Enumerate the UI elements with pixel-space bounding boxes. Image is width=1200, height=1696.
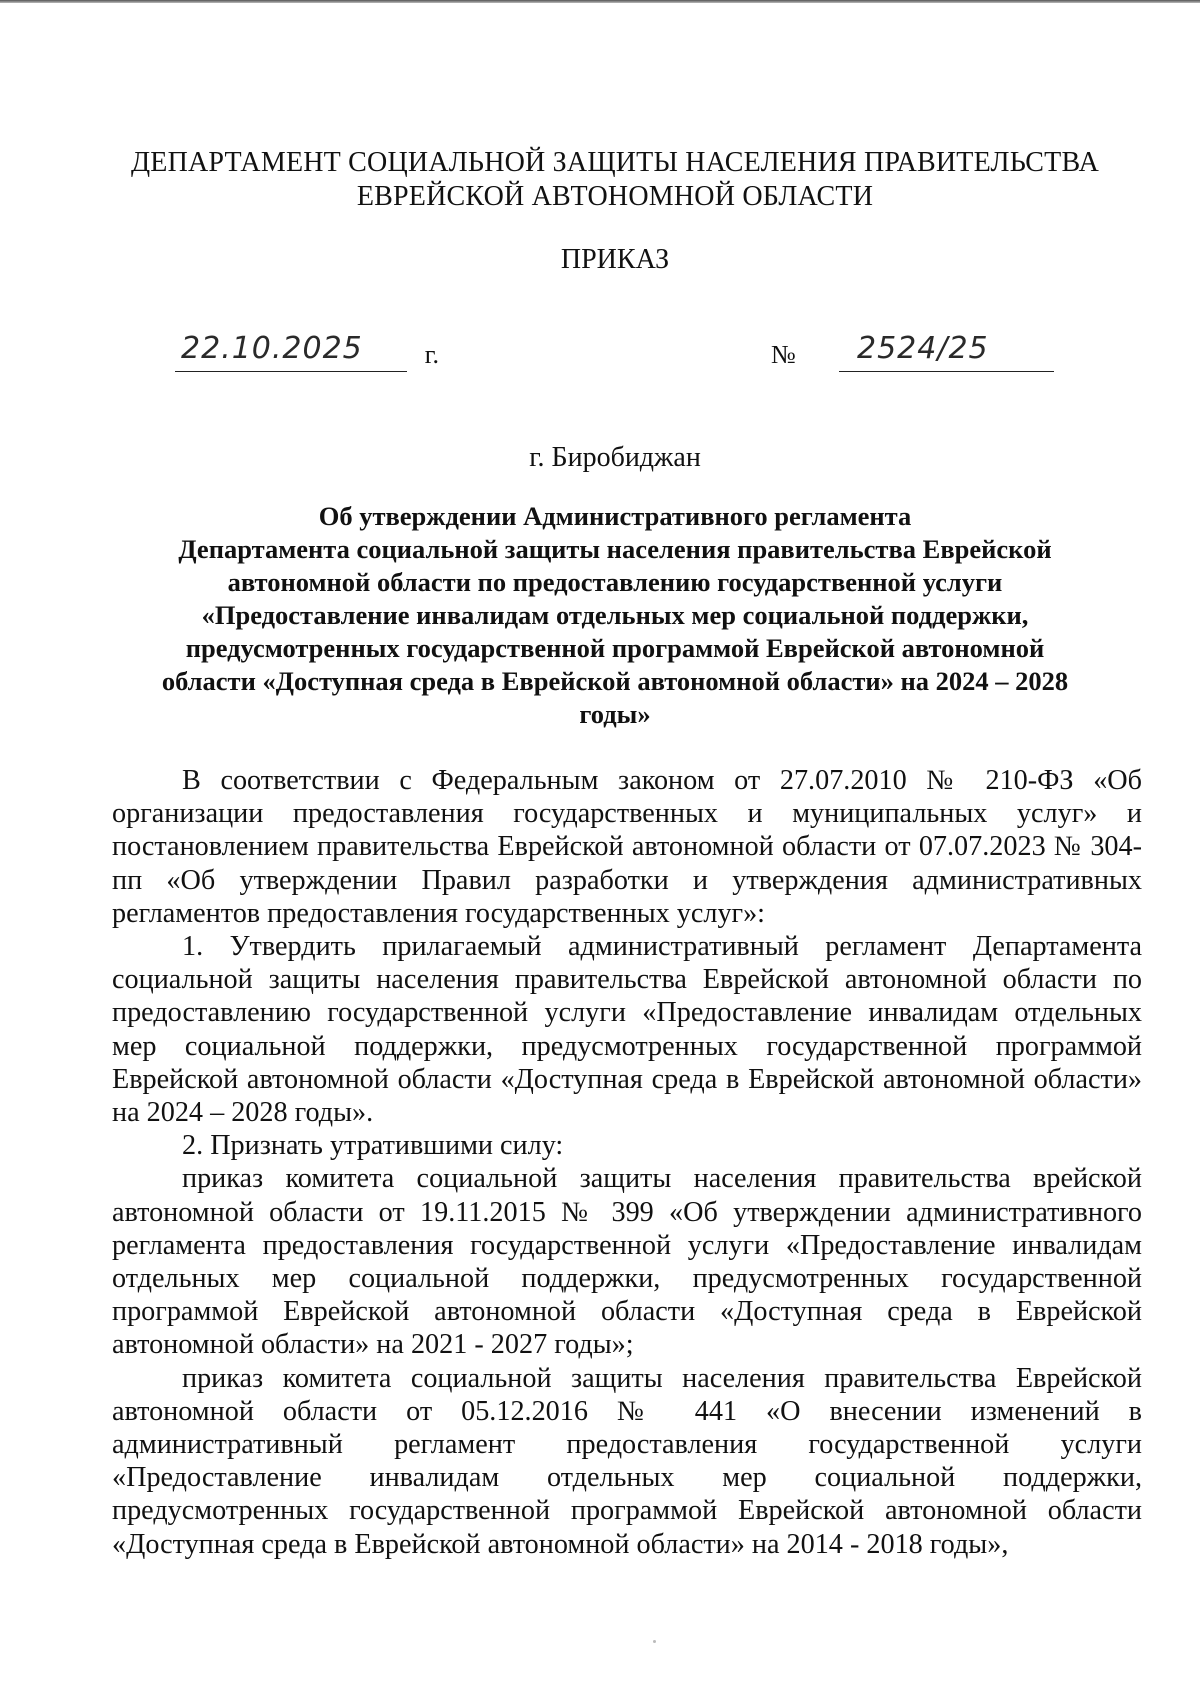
repealed-order-paragraph: приказ комитета социальной защиты населения правительства Еврейской автономной области от 05.12.2016 № 441 «О внесении изменений в административный регламент предоставления государственной услуги «Предоставление инвалидам отдельных мер социальной поддержки, предусмотренных государственной программой Еврейской автономной области «Доступная среда в Еврейской автономной области» на 2014 - 2018 годы», <box>112 1362 1142 1560</box>
city-line: г. Биробиджан <box>529 442 701 473</box>
subject-line: годы» <box>579 699 651 729</box>
number-underline <box>839 371 1054 373</box>
preamble-paragraph: В соответствии с Федеральным законом от 27.07.2010 № 210-ФЗ «Об организации предоставления государственных и муниципальных услуг» и постановлением правительства Еврейской автономной области от 07.07.2023 № 304-пп «Об утверждении Правил разработки и утверждения административных регламентов предоставления государственных услуг»: <box>112 765 1142 929</box>
scan-speck <box>653 1640 656 1643</box>
repealed-order-paragraph: приказ комитета социальной защиты населения правительства врейской автономной области от 19.11.2015 № 399 «Об утверждении административного регламента предоставления государственной услуги «Предоставление инвалидам отдельных мер социальной поддержки, предусмотренных государственной программой Еврейской автономной области «Доступная среда в Еврейской автономной области» на 2021 - 2027 годы»; <box>112 1163 1142 1361</box>
order-body <box>112 764 1142 1561</box>
subject-line: Об утверждении Административного регламента <box>318 501 912 531</box>
clause-2-paragraph: 2. Признать утратившими силу: <box>182 1130 564 1162</box>
order-date <box>175 331 439 372</box>
department-heading <box>100 146 1130 214</box>
document-type-title: ПРИКАЗ <box>560 244 670 275</box>
clause-1-paragraph: 1. Утвердить прилагаемый административный регламент Департамента социальной защиты населения правительства Еврейской автономной области по предоставлению государственной услуги «Предоставление инвалидам отдельных мер социальной поддержки, предусмотренных государственной программой Еврейской автономной области «Доступная среда в Еврейской автономной области» на 2024 – 2028 годы». <box>112 931 1142 1129</box>
order-subject <box>115 500 1115 731</box>
handwritten-number: 2524/25 <box>857 331 989 366</box>
subject-line: автономной области по предоставлению государственной услуги <box>227 567 1003 597</box>
subject-line: «Предоставление инвалидам отдельных мер социальной поддержки, <box>201 600 1029 630</box>
subject-line: предусмотренных государственной программой Еврейской автономной <box>185 633 1045 663</box>
department-line-1: ДЕПАРТАМЕНТ СОЦИАЛЬНОЙ ЗАЩИТЫ НАСЕЛЕНИЯ ПРАВИТЕЛЬСТВА <box>130 147 1100 178</box>
number-prefix: № <box>771 340 796 369</box>
date-underline <box>175 371 407 373</box>
department-line-2: ЕВРЕЙСКОЙ АВТОНОМНОЙ ОБЛАСТИ <box>356 181 874 212</box>
subject-line: Департамента социальной защиты населения правительства Еврейской <box>178 534 1052 564</box>
date-suffix: г. <box>424 340 439 369</box>
handwritten-date: 22.10.2025 <box>181 331 363 366</box>
order-number <box>771 331 1054 372</box>
subject-line: области «Доступная среда в Еврейской автономной области» на 2024 – 2028 <box>161 666 1069 696</box>
scan-top-edge <box>0 0 1200 3</box>
